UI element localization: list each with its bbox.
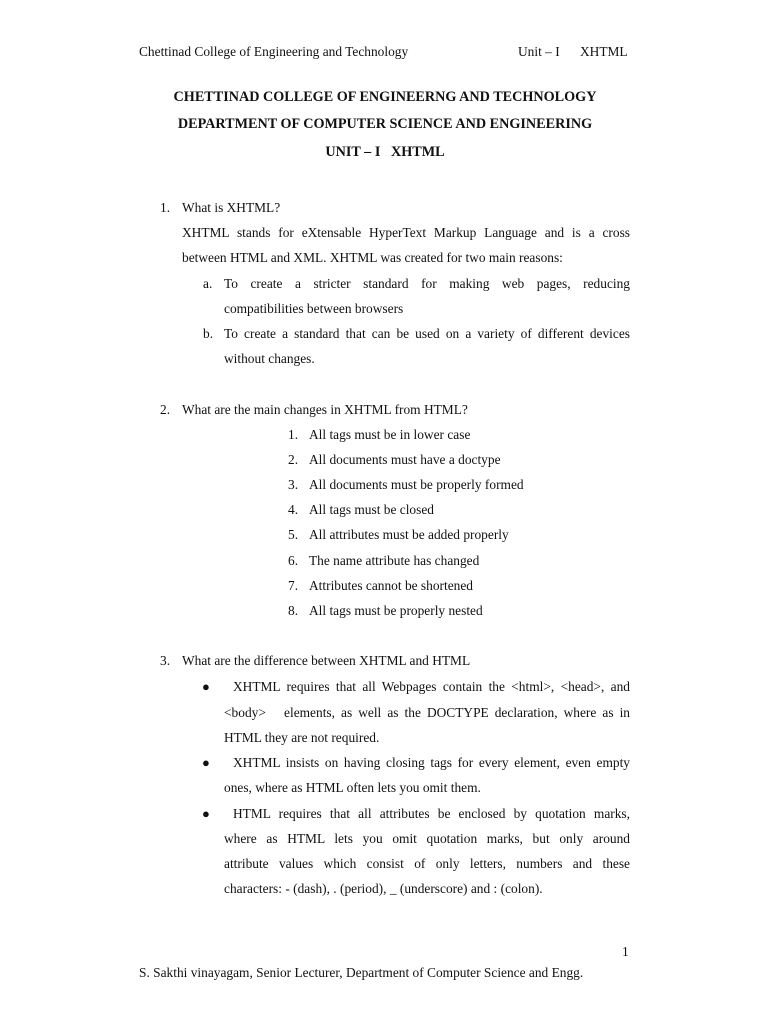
- q2-item-number: 8.: [288, 603, 299, 618]
- q2-item-text: All documents must have a doctype: [309, 452, 501, 467]
- q2-item-text: All attributes must be added properly: [309, 527, 509, 542]
- q1-reason-b-line2: without changes.: [224, 351, 315, 366]
- bullet-dot: ●: [202, 679, 210, 694]
- running-header-unit: Unit – I: [518, 44, 560, 59]
- q3-bullet3-line1: HTML requires that all attributes be enclosed by quotation marks,: [233, 806, 630, 821]
- q2-item-text: The name attribute has changed: [309, 553, 480, 568]
- q2-question: What are the main changes in XHTML from HTML?: [182, 402, 468, 417]
- q2-item-number: 1.: [288, 427, 299, 442]
- q2-item-text: Attributes cannot be shortened: [309, 578, 473, 593]
- bullet-dot: ●: [202, 755, 210, 770]
- q1-answer-line1: XHTML stands for eXtensable HyperText Markup Language and is a cross: [182, 225, 630, 240]
- q3-bullet1-line1: XHTML requires that all Webpages contain the <html>, <head>, and: [233, 679, 630, 694]
- q2-number: 2.: [160, 402, 171, 417]
- page-number: 1: [622, 944, 629, 959]
- q2-item-text: All tags must be closed: [309, 502, 434, 517]
- q3-question: What are the difference between XHTML and HTML: [182, 653, 471, 668]
- department-title: DEPARTMENT OF COMPUTER SCIENCE AND ENGINEERING: [177, 116, 593, 132]
- footer-author: S. Sakthi vinayagam, Senior Lecturer, Department of Computer Science and Engg.: [139, 965, 584, 980]
- q1-reason-a-marker: a.: [203, 276, 213, 291]
- running-header-topic: XHTML: [580, 44, 628, 59]
- q3-bullet3-line3: attribute values which consist of only letters, numbers and these: [224, 856, 630, 871]
- bullet-dot: ●: [202, 806, 210, 821]
- q3-bullet3-line2: where as HTML lets you omit quotation marks, but only around: [224, 831, 630, 846]
- q3-bullet1-line2: <body> elements, as well as the DOCTYPE declaration, where as in: [224, 705, 630, 720]
- q2-item-text: All tags must be properly nested: [309, 603, 483, 618]
- q2-item-number: 4.: [288, 502, 299, 517]
- q2-item-number: 3.: [288, 477, 299, 492]
- q1-answer-line2: between HTML and XML. XHTML was created for two main reasons:: [182, 250, 563, 265]
- q2-item-number: 5.: [288, 527, 299, 542]
- q2-item-number: 2.: [288, 452, 299, 467]
- q3-bullet1-line3: HTML they are not required.: [224, 730, 380, 745]
- q1-reason-b-marker: b.: [203, 326, 214, 341]
- q2-item-text: All tags must be in lower case: [309, 427, 471, 442]
- q1-number: 1.: [160, 200, 171, 215]
- unit-title: UNIT – I XHTML: [325, 144, 445, 160]
- running-header-college: Chettinad College of Engineering and Technology: [139, 44, 409, 59]
- q3-number: 3.: [160, 653, 171, 668]
- q2-item-number: 6.: [288, 553, 299, 568]
- q3-bullet2-line1: XHTML insists on having closing tags for every element, even empty: [233, 755, 630, 770]
- q2-item-number: 7.: [288, 578, 299, 593]
- q1-question: What is XHTML?: [182, 200, 281, 215]
- q1-reason-a-line2: compatibilities between browsers: [224, 301, 404, 316]
- q1-reason-a-line1: To create a stricter standard for making web pages, reducing: [224, 276, 630, 291]
- q1-reason-b-line1: To create a standard that can be used on a variety of different devices: [224, 326, 630, 341]
- q3-bullet3-line4: characters: - (dash), . (period), _ (underscore) and : (colon).: [224, 881, 543, 896]
- q2-item-text: All documents must be properly formed: [309, 477, 524, 492]
- college-title: CHETTINAD COLLEGE OF ENGINEERNG AND TECHNOLOGY: [173, 89, 597, 105]
- q3-bullet2-line2: ones, where as HTML often lets you omit them.: [224, 780, 481, 795]
